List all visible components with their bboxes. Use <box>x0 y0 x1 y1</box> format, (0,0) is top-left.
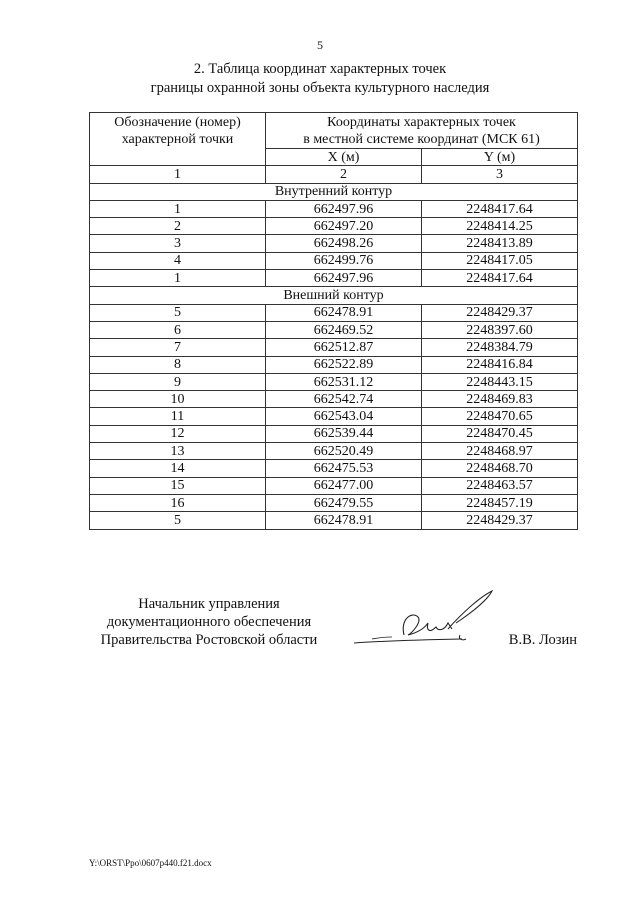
header-row-1 <box>90 113 578 149</box>
section-title: Внешний контур <box>90 287 578 304</box>
table-row <box>90 477 578 494</box>
cell-y: 2248384.79 <box>422 339 578 356</box>
cell-point: 9 <box>90 373 266 390</box>
footer-file-path: Y:\ORST\Ppo\0607p440.f21.docx <box>89 858 212 868</box>
table-row <box>90 235 578 252</box>
cell-x: 662542.74 <box>266 391 422 408</box>
table-row <box>90 512 578 529</box>
cell-x: 662479.55 <box>266 494 422 511</box>
signatory-name: В.В. Лозин <box>508 632 577 648</box>
cell-y: 2248469.83 <box>422 391 578 408</box>
cell-point: 13 <box>90 443 266 460</box>
numbering-cell: 1 <box>90 166 266 183</box>
cell-x: 662478.91 <box>266 512 422 529</box>
numbering-cell: 3 <box>422 166 578 183</box>
handwritten-signature <box>352 589 502 651</box>
table-row <box>90 425 578 442</box>
cell-y: 2248468.97 <box>422 443 578 460</box>
cell-point: 7 <box>90 339 266 356</box>
cell-y: 2248443.15 <box>422 373 578 390</box>
header-coords-label <box>266 113 578 149</box>
table-row <box>90 252 578 269</box>
cell-point: 5 <box>90 304 266 321</box>
numbering-cell: 2 <box>266 166 422 183</box>
cell-y: 2248417.64 <box>422 200 578 217</box>
cell-y: 2248413.89 <box>422 235 578 252</box>
cell-point: 11 <box>90 408 266 425</box>
cell-point: 8 <box>90 356 266 373</box>
signatory-position <box>89 595 329 649</box>
numbering-row <box>90 166 578 183</box>
cell-y: 2248463.57 <box>422 477 578 494</box>
cell-y: 2248429.37 <box>422 512 578 529</box>
table-row <box>90 408 578 425</box>
position-line-2: документационного обеспечения <box>106 614 312 630</box>
cell-x: 662520.49 <box>266 443 422 460</box>
table-row <box>90 321 578 338</box>
table-row <box>90 460 578 477</box>
header-y: Y (м) <box>422 149 578 166</box>
cell-y: 2248414.25 <box>422 218 578 235</box>
cell-x: 662497.96 <box>266 200 422 217</box>
cell-x: 662475.53 <box>266 460 422 477</box>
cell-point: 1 <box>90 270 266 287</box>
section-title: Внутренний контур <box>90 183 578 200</box>
cell-y: 2248470.65 <box>422 408 578 425</box>
cell-point: 12 <box>90 425 266 442</box>
table-row <box>90 200 578 217</box>
table-row <box>90 218 578 235</box>
coordinates-table <box>89 112 578 530</box>
cell-x: 662499.76 <box>266 252 422 269</box>
position-line-1: Начальник управления <box>138 596 280 612</box>
title-line-1: 2. Таблица координат характерных точек <box>193 61 447 77</box>
table-row <box>90 391 578 408</box>
section-row <box>90 287 578 304</box>
cell-point: 4 <box>90 252 266 269</box>
cell-point: 15 <box>90 477 266 494</box>
table-row <box>90 304 578 321</box>
table-row <box>90 339 578 356</box>
cell-point: 6 <box>90 321 266 338</box>
table-row <box>90 356 578 373</box>
cell-point: 5 <box>90 512 266 529</box>
cell-x: 662478.91 <box>266 304 422 321</box>
header-x: X (м) <box>266 149 422 166</box>
table-title <box>0 60 640 98</box>
cell-point: 2 <box>90 218 266 235</box>
cell-x: 662539.44 <box>266 425 422 442</box>
header-coords-line-1: Координаты характерных точек <box>327 115 516 130</box>
title-line-2: границы охранной зоны объекта культурного наследия <box>150 80 490 96</box>
cell-x: 662477.00 <box>266 477 422 494</box>
page-number: 5 <box>317 38 323 52</box>
cell-point: 16 <box>90 494 266 511</box>
cell-point: 10 <box>90 391 266 408</box>
section-row <box>90 183 578 200</box>
table-row <box>90 270 578 287</box>
table-row <box>90 494 578 511</box>
table-row <box>90 443 578 460</box>
cell-point: 14 <box>90 460 266 477</box>
cell-y: 2248416.84 <box>422 356 578 373</box>
table-row <box>90 373 578 390</box>
cell-x: 662543.04 <box>266 408 422 425</box>
cell-x: 662512.87 <box>266 339 422 356</box>
cell-y: 2248457.19 <box>422 494 578 511</box>
position-line-3: Правительства Ростовской области <box>100 632 318 648</box>
header-point-label: Обозначение (номер) характерной точки <box>90 113 266 166</box>
cell-y: 2248417.05 <box>422 252 578 269</box>
cell-x: 662497.20 <box>266 218 422 235</box>
cell-y: 2248397.60 <box>422 321 578 338</box>
cell-x: 662497.96 <box>266 270 422 287</box>
cell-y: 2248470.45 <box>422 425 578 442</box>
header-coords-line-2: в местной системе координат (МСК 61) <box>303 132 540 147</box>
cell-y: 2248429.37 <box>422 304 578 321</box>
cell-x: 662522.89 <box>266 356 422 373</box>
cell-point: 1 <box>90 200 266 217</box>
cell-point: 3 <box>90 235 266 252</box>
cell-y: 2248417.64 <box>422 270 578 287</box>
cell-x: 662469.52 <box>266 321 422 338</box>
cell-y: 2248468.70 <box>422 460 578 477</box>
cell-x: 662498.26 <box>266 235 422 252</box>
cell-x: 662531.12 <box>266 373 422 390</box>
